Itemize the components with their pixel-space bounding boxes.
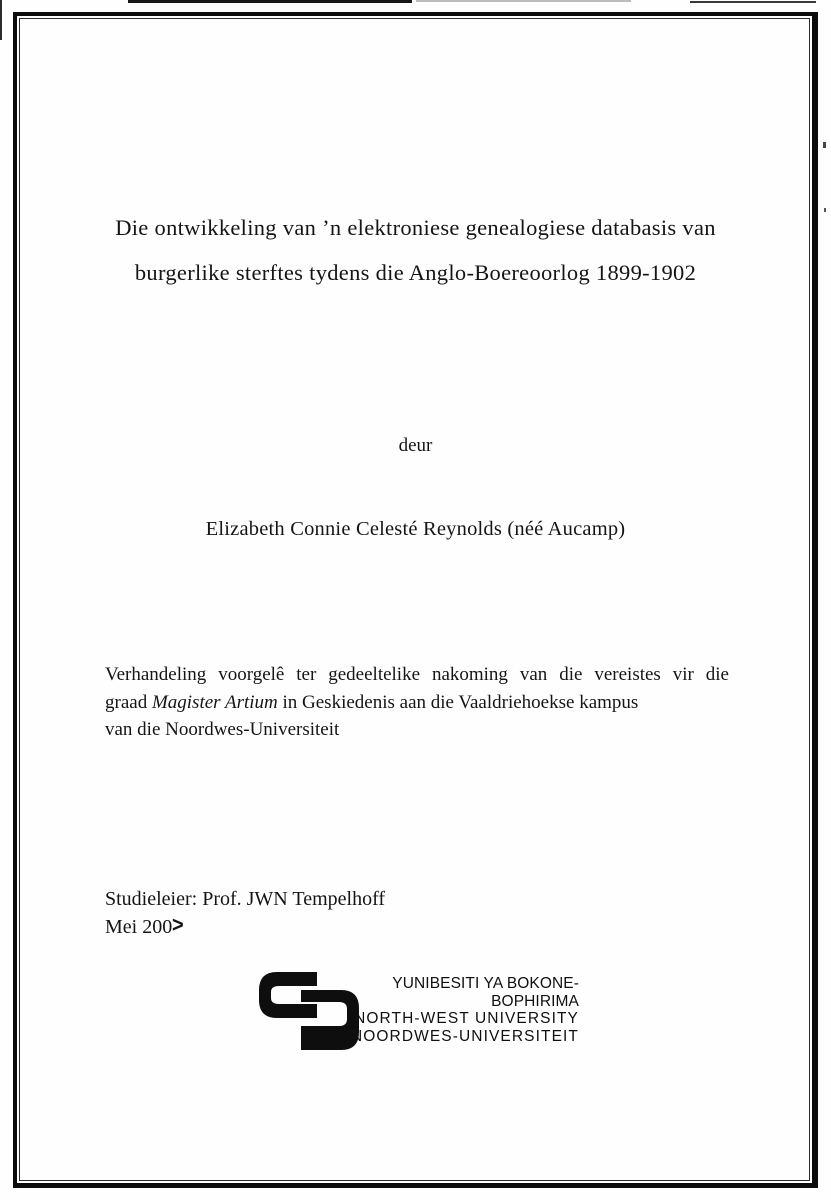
scan-artifact bbox=[824, 208, 826, 212]
title-line-2: burgerlike sterftes tydens die Anglo-Boereoorlog 1899-1902 bbox=[134, 260, 697, 285]
statement-line-2 bbox=[105, 689, 729, 717]
university-logo-wordmark bbox=[321, 975, 579, 1045]
date-prefix: Mei 200 bbox=[105, 916, 173, 938]
logo-text-english: NORTH-WEST UNIVERSITY bbox=[354, 1010, 579, 1027]
logo-text-afrikaans: NOORDWES-UNIVERSITEIT bbox=[350, 1027, 579, 1045]
statement-line2-post: in Geskiedenis aan die Vaaldriehoekse kampus bbox=[277, 691, 639, 713]
title-line-1: Die ontwikkeling van ’n elektroniese genealogiese databasis van bbox=[115, 215, 716, 240]
degree-name-italic: Magister Artium bbox=[151, 691, 278, 713]
statement-line2-pre: graad bbox=[105, 691, 152, 713]
university-logo bbox=[257, 968, 581, 1056]
supervisor-line: Studieleier: Prof. JWN Tempelhoff bbox=[105, 888, 386, 910]
scan-artifact bbox=[823, 142, 826, 148]
date-line bbox=[105, 913, 184, 939]
scan-artifact bbox=[0, 0, 2, 40]
logo-text-setswana: YUNIBESITI YA BOKONE-BOPHIRIMA bbox=[392, 975, 579, 1010]
date-numeral-glyph: > bbox=[172, 913, 184, 938]
scan-artifact bbox=[128, 0, 412, 3]
statement-line-3: van die Noordwes-Universiteit bbox=[105, 719, 340, 740]
author-name: Elizabeth Connie Celesté Reynolds (néé Aucamp) bbox=[205, 518, 626, 540]
scan-artifact bbox=[690, 1, 816, 3]
scan-artifact bbox=[416, 0, 631, 2]
byline-label: deur bbox=[398, 435, 433, 456]
statement-line-1: Verhandeling voorgelê ter gedeeltelike nakoming van die vereistes vir die bbox=[105, 664, 729, 685]
thesis-title bbox=[40, 205, 791, 295]
degree-statement bbox=[105, 661, 729, 744]
